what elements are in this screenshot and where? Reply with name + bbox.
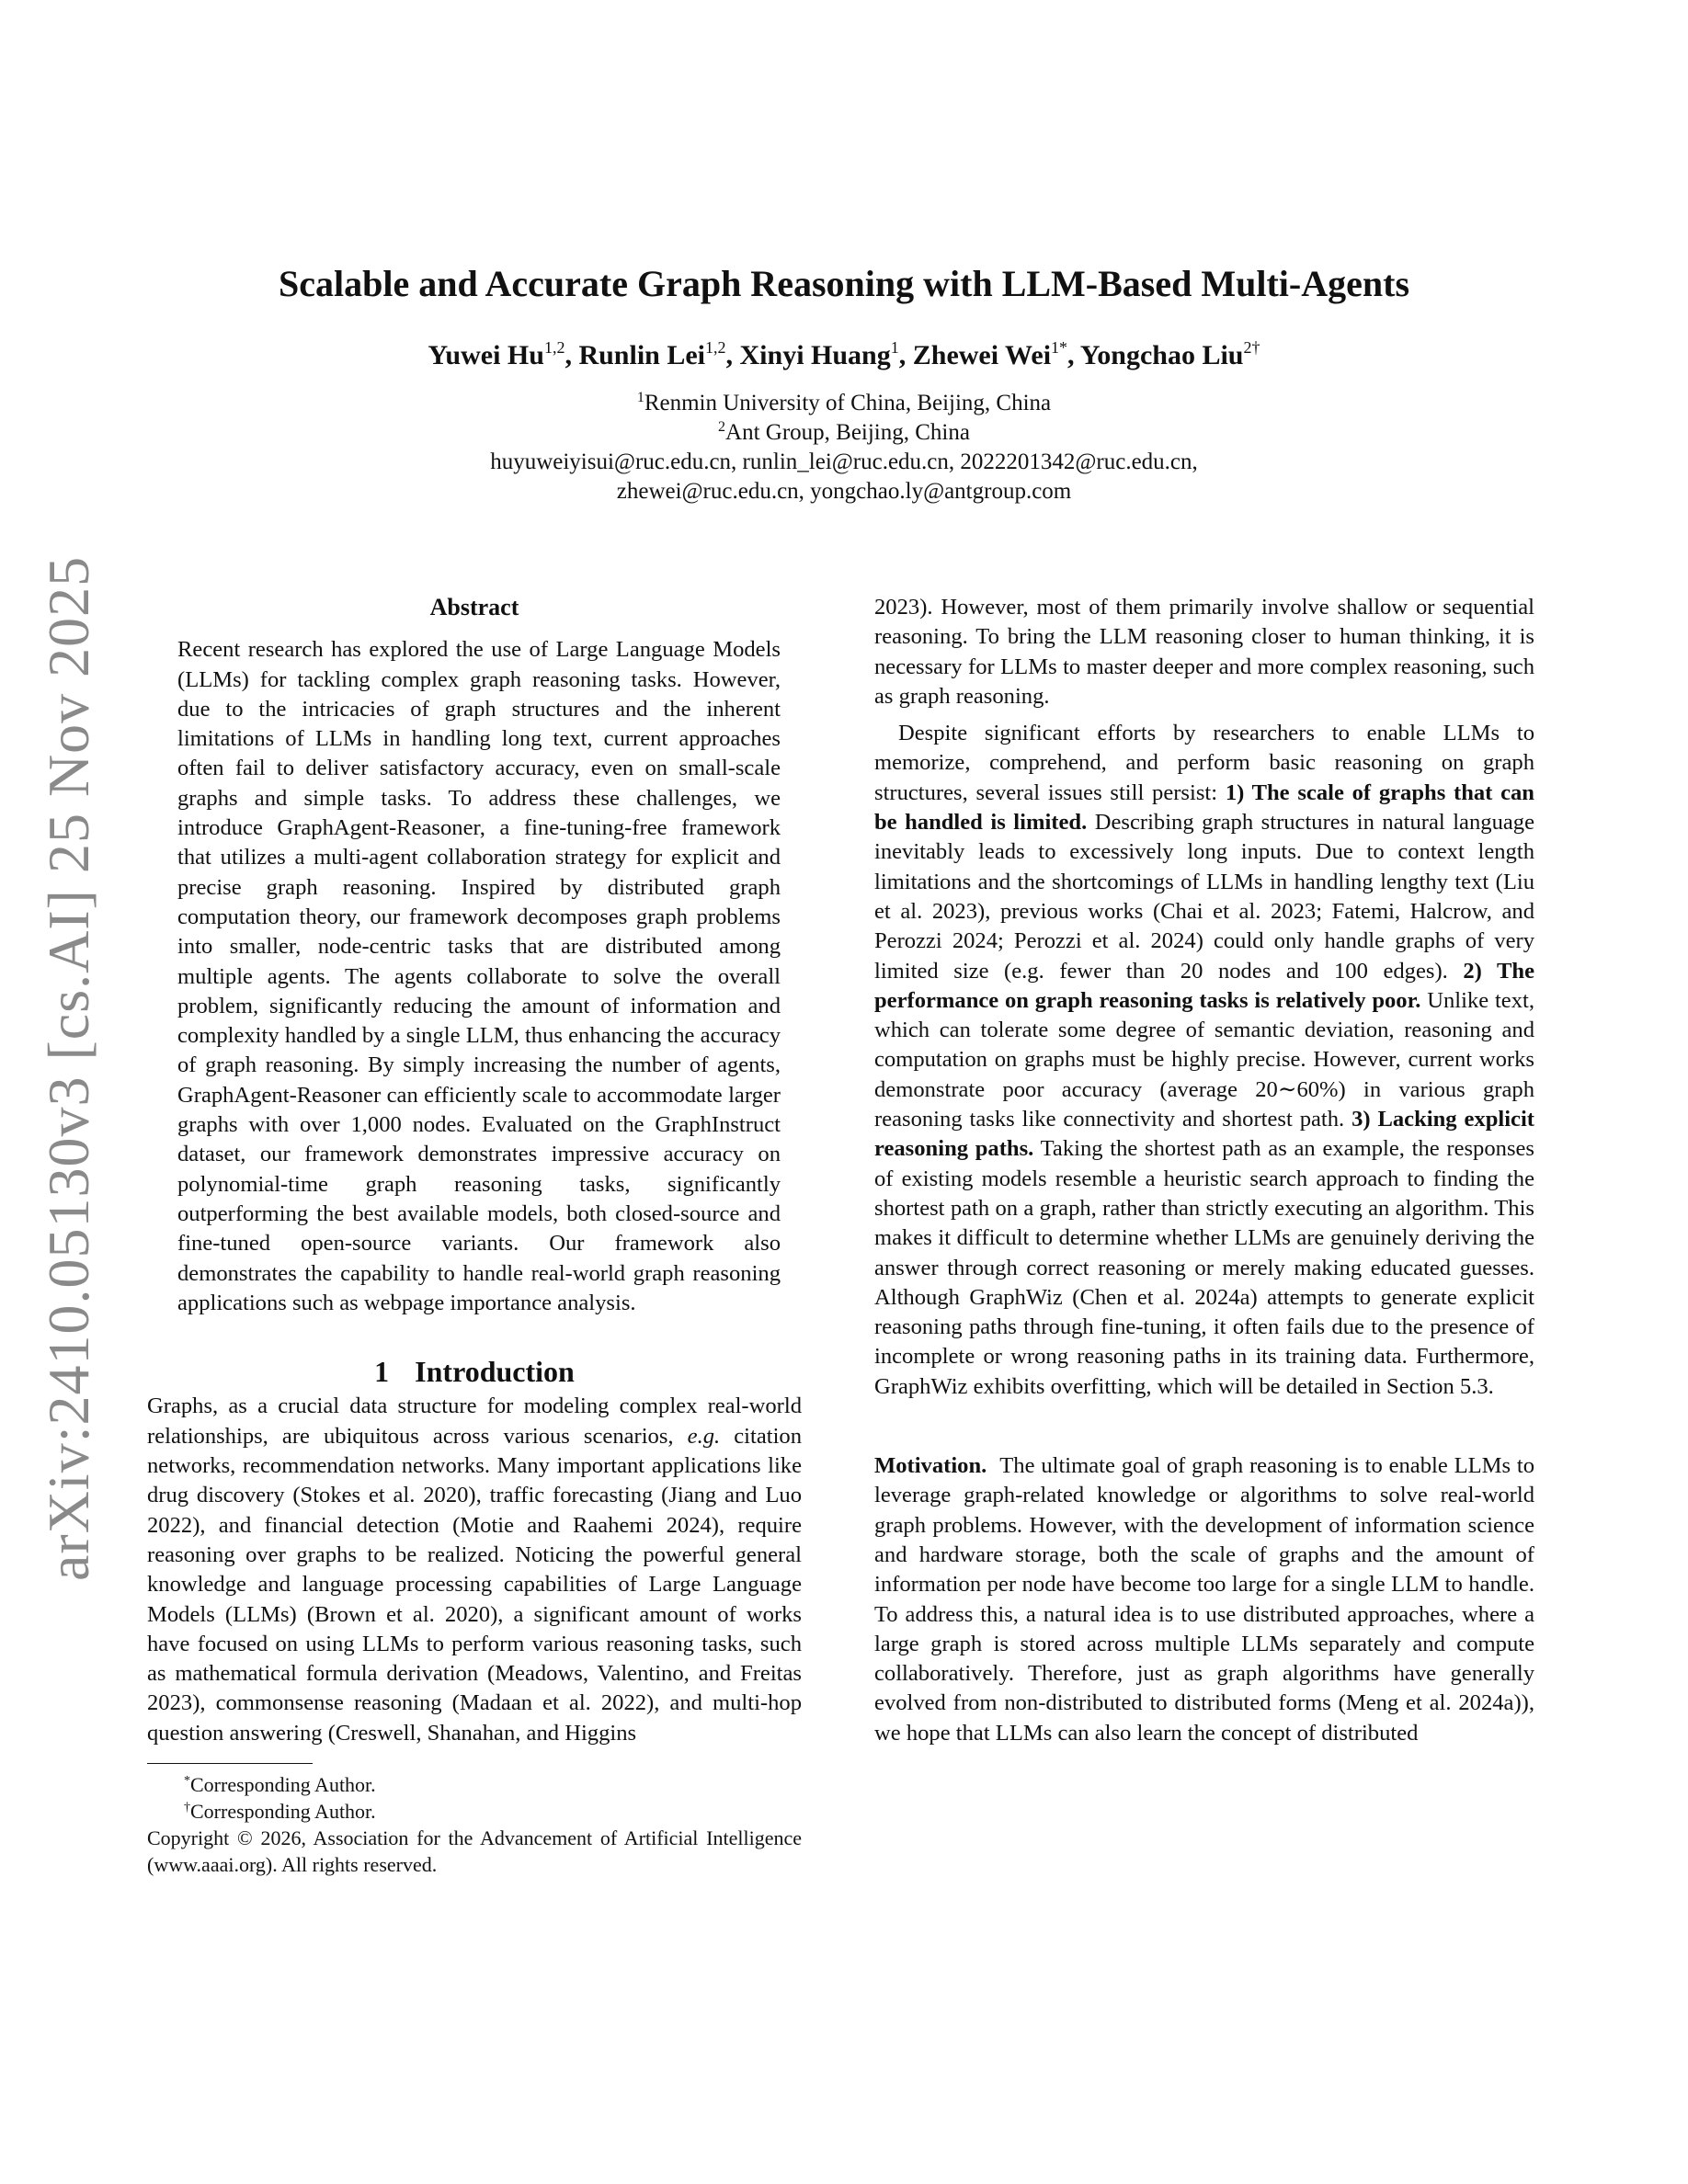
author-affiliation-mark: 1,2	[543, 338, 565, 357]
section-heading-introduction	[147, 1355, 802, 1389]
author-list	[0, 340, 1688, 371]
arxiv-identifier-stamp: arXiv:2410.05130v3 [cs.AI] 25 Nov 2025	[36, 555, 101, 1581]
author-name: Yuwei Hu	[428, 340, 544, 370]
section-title: Introduction	[415, 1355, 575, 1389]
author-affiliation-mark: 1*	[1051, 338, 1068, 357]
author-separator: ,	[565, 340, 579, 370]
affiliation-mark: 1	[636, 390, 644, 405]
affiliations-block	[0, 389, 1688, 506]
affiliation-mark: 2	[718, 419, 726, 435]
paragraph-text: Taking the shortest path as an example, the responses of existing models resemble a heuristic search approach to finding the shortest path on a graph, rather than strictly executing an algorithm. This makes it difficult to determine whether LLMs are genuinely deriving the answer through correct reasoning or merely making educated guesses. Although GraphWiz (Chen et al. 2024a) attempts to generate explicit reasoning paths through fine-tuning, it often fails due to the presence of incomplete or wrong reasoning paths in its training data. Furthermore, GraphWiz exhibits overfitting, which will be detailed in Section 5.3.	[874, 1136, 1535, 1399]
author-affiliation-mark: 1	[890, 338, 899, 357]
author-separator: ,	[725, 340, 740, 370]
section-number: 1	[374, 1355, 390, 1389]
author-name: Runlin Lei	[578, 340, 706, 370]
email-line: zhewei@ruc.edu.cn, yongchao.ly@antgroup.com	[616, 479, 1072, 504]
issue-2-highlight: 2) The performance on graph reasoning tasks is relatively poor.	[874, 958, 1534, 1013]
affiliation-text: Ant Group, Beijing, China	[725, 420, 970, 445]
abstract-heading: Abstract	[429, 594, 519, 620]
footnote-mark: *	[184, 1773, 190, 1788]
footnote	[147, 1798, 802, 1825]
paragraph-emphasis: e.g.	[687, 1423, 721, 1449]
author-name: Zhewei Wei	[912, 340, 1052, 370]
paragraph-text: citation networks, recommendation networks. Many important applications like drug discovery (Stokes et al. 2020), traffic forecasting (Jiang and Luo 2022), and financial detection (Motie and Raahemi 2024), require reasoning over graphs to be realized. Noticing the powerful general knowledge and language processing capabilities of Large Language Models (LLMs) (Brown et al. 2020), a significant amount of works have focused on using LLMs to perform various reasoning tasks, such as mathematical formula derivation (Meadows, Valentino, and Freitas 2023), commonsense reasoning (Madaan et al. 2022), and multi-hop question answering (Creswell, Shanahan, and Higgins	[147, 1423, 802, 1746]
email-line: huyuweiyisui@ruc.edu.cn, runlin_lei@ruc.edu.cn, 2022201342@ruc.edu.cn,	[490, 449, 1198, 474]
intro-paragraph-continued: 2023). However, most of them primarily involve shallow or sequential reasoning. To bring the LLM reasoning closer to human thinking, it is necessary for LLMs to master deeper and more complex reasoning, such as graph reasoning.	[874, 595, 1534, 709]
affiliation-line	[0, 389, 1688, 418]
footnote-rule	[147, 1763, 313, 1764]
issue-1-highlight: 1) The scale of graphs that can be handled is limited.	[874, 779, 1534, 836]
copyright-notice: Copyright © 2026, Association for the Advancement of Artificial Intelligence (www.aaai.org). All rights reserved.	[147, 1826, 802, 1876]
abstract-body: Recent research has explored the use of Large Language Models (LLMs) for tackling complex graph reasoning tasks. However, due to the intricacies of graph structures and the inherent limitations of LLMs in handling long text, current approaches often fail to deliver satisfactory accuracy, even on small-scale graphs and simple tasks. To address these challenges, we introduce GraphAgent-Reasoner, a fine-tuning-free framework that utilizes a multi-agent collaboration strategy for explicit and precise graph reasoning. Inspired by distributed graph computation theory, our framework decomposes graph problems into smaller, node-centric tasks that are distributed among multiple agents. The agents collaborate to solve the overall problem, significantly reducing the amount of information and complexity handled by a single LLM, thus enhancing the accuracy of graph reasoning. By simply increasing the number of agents, GraphAgent-Reasoner can efficiently scale to accommodate larger graphs with over 1,000 nodes. Evaluated on the GraphInstruct dataset, our framework demonstrates impressive accuracy on polynomial-time graph reasoning tasks, significantly outperforming the best available models, both closed-source and fine-tuned open-source variants. Our framework also demonstrates the capability to handle real-world graph reasoning applications such as webpage importance analysis.	[177, 637, 781, 1315]
intro-paragraph-issues	[874, 719, 1534, 1402]
left-column	[147, 593, 802, 1878]
motivation-paragraph	[874, 1451, 1534, 1748]
author-affiliation-mark: 1,2	[705, 338, 726, 357]
right-column	[874, 593, 1534, 1748]
paper-title: Scalable and Accurate Graph Reasoning with LLM-Based Multi-Agents	[278, 263, 1410, 304]
paragraph-text: Despite significant efforts by researchers to enable LLMs to memorize, comprehend, and perform basic reasoning on graph structures, several issues still persist:	[874, 721, 1534, 805]
author-name: Yongchao Liu	[1079, 340, 1244, 370]
paragraph-text: Graphs, as a crucial data structure for modeling complex real-world relationships, are ubiquitous across various scenarios,	[147, 1393, 802, 1449]
author-separator: ,	[1067, 340, 1080, 370]
author-affiliation-mark: 2†	[1243, 338, 1260, 357]
paragraph-text: The ultimate goal of graph reasoning is to enable LLMs to leverage graph-related knowledge or algorithms to solve real-world graph problems. However, with the development of information science and hardware storage, both the scale of graphs and the amount of information per node have become too large for a single LLM to handle. To address this, a natural idea is to use distributed approaches, where a large graph is stored across multiple LLMs separately and compute collaboratively. Therefore, just as graph algorithms have generally evolved from non-distributed to distributed forms (Meng et al. 2024a)), we hope that LLMs can also learn the concept of distributed	[874, 1453, 1534, 1746]
footnote-text: Corresponding Author.	[190, 1772, 376, 1796]
author-separator: ,	[898, 340, 913, 370]
intro-paragraph	[147, 1392, 802, 1748]
issue-3-highlight: 3) Lacking explicit reasoning paths.	[874, 1107, 1534, 1162]
footnote-text: Corresponding Author.	[190, 1799, 376, 1823]
affiliation-line	[0, 418, 1688, 448]
footnote	[147, 1771, 802, 1798]
paragraph-text: Describing graph structures in natural language inevitably leads to excessively long inputs. Due to context length limitations and the shortcomings of LLMs in handling lengthy text (Liu et al. 2023), previous works (Chai et al. 2023; Fatemi, Halcrow, and Perozzi 2024; Perozzi et al. 2024) could only handle graphs of very limited size (e.g. fewer than 20 nodes and 100 edges).	[874, 810, 1534, 984]
footnote-mark: †	[184, 1800, 190, 1814]
author-name: Xinyi Huang	[739, 340, 891, 370]
affiliation-text: Renmin University of China, Beijing, China	[644, 391, 1052, 415]
motivation-label: Motivation.	[874, 1453, 987, 1479]
paragraph-text: Unlike text, which can tolerate some degree of semantic deviation, reasoning and computation on graphs must be highly precise. However, current works demonstrate poor accuracy (average 20∼60%) in various graph reasoning tasks like connectivity and shortest path.	[874, 987, 1535, 1132]
